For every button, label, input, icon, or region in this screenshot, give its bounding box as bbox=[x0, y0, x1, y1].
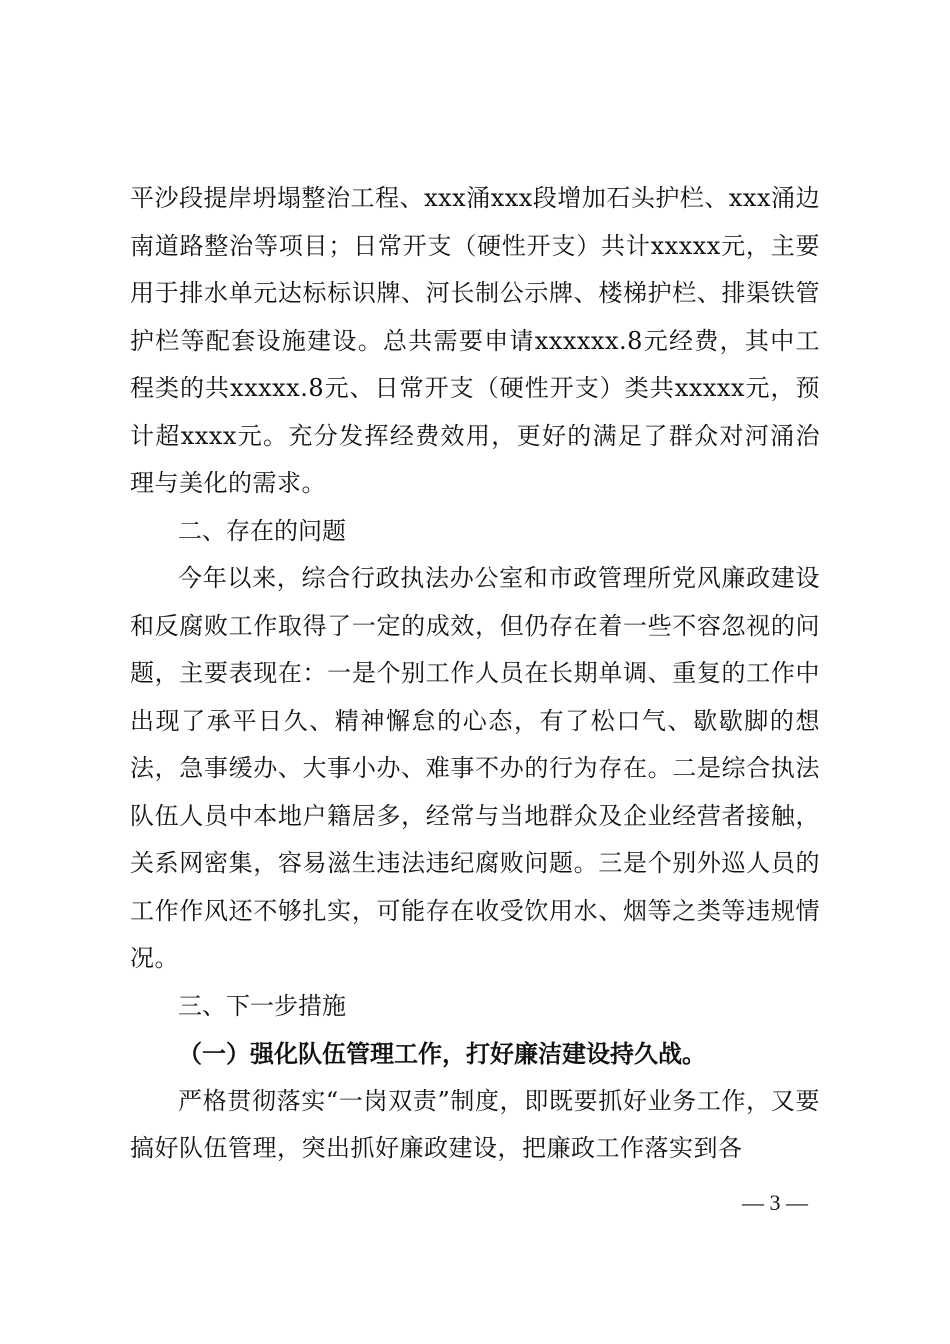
subsection-heading-team-management: （一）强化队伍管理工作，打好廉洁建设持久战。 bbox=[178, 1039, 706, 1068]
paragraph-continuation: 平沙段提岸坍塌整治工程、xxx涌xxx段增加石头护栏、xxx涌边南道路整治等项目；日常开支（硬性开支）共计xxxxx元，主要用于排水单元达标标识牌、河长制公示牌、楼梯护栏、排渠铁管护栏等配套设施建设。总共需要申请xxxxxx.8元经费，其中工程类的共xxxxx.8元、日常开支（硬性开支）类共xxxxx元，预计超xxxx元。充分发挥经费效用，更好的满足了群众对河涌治理与美化的需求。 bbox=[130, 184, 820, 497]
section-heading-next-steps: 三、下一步措施 bbox=[178, 991, 346, 1020]
section-heading-problems: 二、存在的问题 bbox=[178, 516, 346, 545]
document-body bbox=[130, 175, 820, 1173]
paragraph-team-management: 严格贯彻落实“一岗双责”制度，即既要抓好业务工作，又要搞好队伍管理，突出抓好廉政建设，把廉政工作落实到各 bbox=[130, 1086, 820, 1162]
paragraph-problems: 今年以来，综合行政执法办公室和市政管理所党风廉政建设和反腐败工作取得了一定的成效，但仍存在着一些不容忽视的问题，主要表现在：一是个别工作人员在长期单调、重复的工作中出现了承平日久、精神懈怠的心态，有了松口气、歇歇脚的想法，急事缓办、大事小办、难事不办的行为存在。二是综合执法队伍人员中本地户籍居多，经常与当地群众及企业经营者接触，关系网密集，容易滋生违法违纪腐败问题。三是个别外巡人员的工作作风还不够扎实，可能存在收受饮用水、烟等之类等违规情况。 bbox=[130, 564, 820, 972]
page-number: — 3 — bbox=[742, 1190, 808, 1215]
